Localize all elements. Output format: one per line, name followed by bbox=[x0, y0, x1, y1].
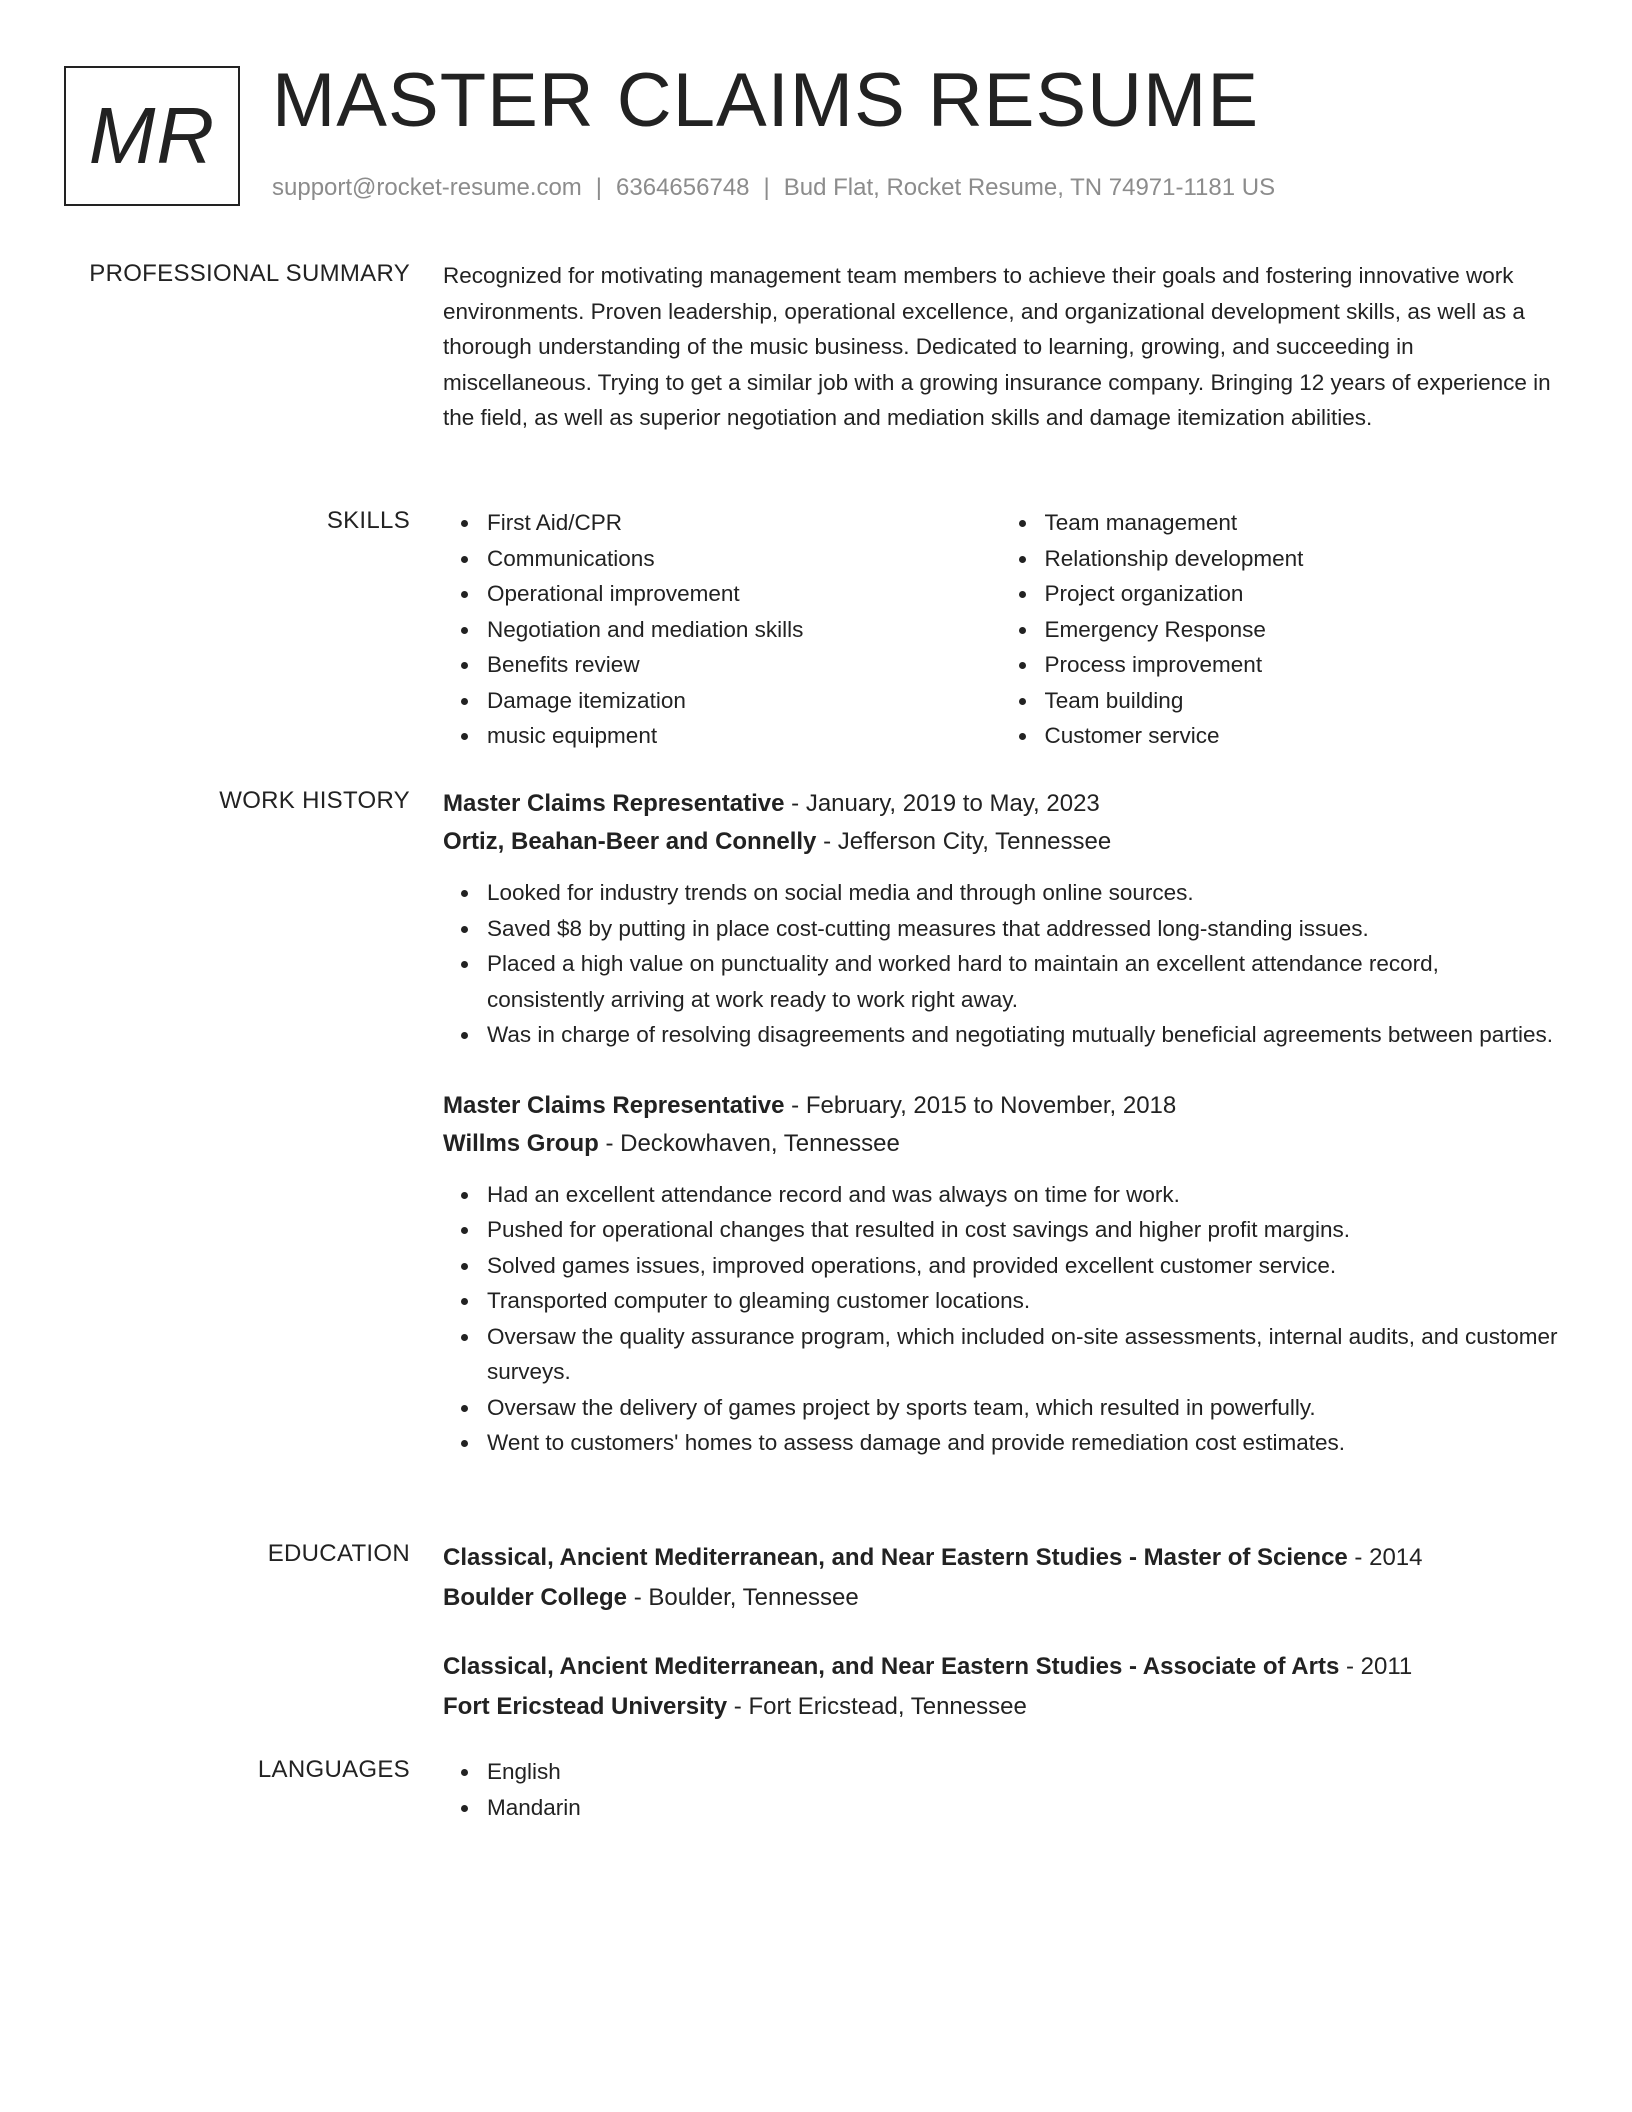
edu-school-line bbox=[443, 1687, 1558, 1727]
summary-text: Recognized for motivating management team members to achieve their goals and fostering innovative work environments. Proven leadership, operational excellence, and organizational development skills, as well as a thorough understanding of the music business. Dedicated to learning, growing, and succeeding in miscellaneous. Trying to get a similar job with a growing insurance company. Bringing 12 years of experience in the field, as well as superior negotiation and mediation skills and damage itemization abilities. bbox=[443, 263, 1551, 430]
job-bullet: Placed a high value on punctuality and worked hard to maintain an excellent attendance record, consistently arriving at work ready to work right away. bbox=[487, 946, 1558, 1017]
job-bullets bbox=[443, 875, 1558, 1053]
edu-school: Fort Ericstead University bbox=[443, 1693, 728, 1720]
languages-list bbox=[443, 1754, 1558, 1825]
skills-list-left bbox=[443, 505, 1001, 754]
job-title: Master Claims Representative bbox=[443, 1091, 785, 1119]
edu-degree-line bbox=[443, 1647, 1558, 1687]
job-bullet: Looked for industry trends on social media and through online sources. bbox=[487, 875, 1558, 911]
job-bullet: Pushed for operational changes that resulted in cost savings and higher profit margins. bbox=[487, 1212, 1558, 1248]
edu-school: Boulder College bbox=[443, 1584, 628, 1611]
skill-item: Team management bbox=[1045, 505, 1559, 541]
education-entry bbox=[443, 1647, 1558, 1727]
edu-degree: Classical, Ancient Mediterranean, and Near Eastern Studies - Master of Science bbox=[443, 1544, 1348, 1571]
skills-list-right bbox=[1001, 505, 1559, 754]
resume-name: MASTER CLAIMS RESUME bbox=[272, 58, 1260, 143]
skill-item: Team building bbox=[1045, 683, 1559, 719]
skills-body bbox=[443, 505, 1558, 754]
section-heading-languages: LANGUAGES bbox=[257, 1756, 410, 1783]
skill-item: Process improvement bbox=[1045, 647, 1559, 683]
job-title-line bbox=[443, 1087, 1558, 1125]
skill-item: First Aid/CPR bbox=[487, 505, 1001, 541]
edu-year: - 2014 bbox=[1347, 1544, 1423, 1571]
edu-year: - 2011 bbox=[1339, 1653, 1413, 1680]
skill-item: music equipment bbox=[487, 718, 1001, 754]
edu-location: - Fort Ericstead, Tennessee bbox=[727, 1693, 1027, 1720]
contact-separator: | bbox=[595, 174, 603, 201]
edu-location: - Boulder, Tennessee bbox=[627, 1584, 859, 1611]
job-dates: - February, 2015 to November, 2018 bbox=[784, 1091, 1177, 1119]
job-bullet: Oversaw the delivery of games project by sports team, which resulted in powerfully. bbox=[487, 1390, 1558, 1426]
education-entry bbox=[443, 1538, 1558, 1618]
monogram-box bbox=[64, 66, 240, 206]
job-entry bbox=[443, 1087, 1558, 1461]
contact-line bbox=[272, 172, 1275, 204]
job-dates: - January, 2019 to May, 2023 bbox=[784, 790, 1100, 817]
edu-degree-line bbox=[443, 1538, 1558, 1578]
job-company-line bbox=[443, 823, 1558, 861]
job-title-line bbox=[443, 785, 1558, 823]
job-company: Ortiz, Beahan-Beer and Connelly bbox=[443, 828, 817, 855]
skill-item: Emergency Response bbox=[1045, 612, 1559, 648]
job-location: - Jefferson City, Tennessee bbox=[816, 828, 1112, 855]
section-heading-education: EDUCATION bbox=[267, 1540, 410, 1567]
language-item: English bbox=[487, 1754, 1558, 1790]
skill-item: Customer service bbox=[1045, 718, 1559, 754]
monogram-initials: MR bbox=[88, 91, 216, 180]
skill-item: Communications bbox=[487, 541, 1001, 577]
skill-item: Damage itemization bbox=[487, 683, 1001, 719]
education-body bbox=[443, 1538, 1558, 1727]
section-heading-summary: PROFESSIONAL SUMMARY bbox=[89, 260, 410, 287]
job-bullet: Had an excellent attendance record and was always on time for work. bbox=[487, 1177, 1558, 1213]
skill-item: Benefits review bbox=[487, 647, 1001, 683]
contact-separator: | bbox=[763, 174, 770, 201]
work-body bbox=[443, 785, 1558, 1461]
job-location: - Deckowhaven, Tennessee bbox=[598, 1129, 900, 1157]
skill-item: Project organization bbox=[1045, 576, 1559, 612]
edu-school-line bbox=[443, 1578, 1558, 1618]
job-bullet: Solved games issues, improved operations, and provided excellent customer service. bbox=[487, 1248, 1558, 1284]
section-heading-skills: SKILLS bbox=[326, 507, 410, 534]
job-entry bbox=[443, 785, 1558, 1053]
skill-item: Relationship development bbox=[1045, 541, 1559, 577]
job-bullet: Saved $8 by putting in place cost-cutting measures that addressed long-standing issues. bbox=[487, 911, 1558, 947]
job-title: Master Claims Representative bbox=[443, 790, 785, 817]
language-item: Mandarin bbox=[487, 1790, 1558, 1826]
section-heading-work: WORK HISTORY bbox=[219, 787, 410, 814]
languages-body bbox=[443, 1754, 1558, 1825]
contact-email[interactable]: support@rocket-resume.com bbox=[272, 174, 582, 201]
job-bullet: Oversaw the quality assurance program, which included on-site assessments, internal audits, and customer surveys. bbox=[487, 1319, 1558, 1390]
skills-columns bbox=[443, 505, 1558, 754]
summary-body bbox=[443, 258, 1558, 436]
edu-degree: Classical, Ancient Mediterranean, and Near Eastern Studies - Associate of Arts bbox=[443, 1653, 1340, 1680]
job-company: Willms Group bbox=[443, 1129, 599, 1157]
contact-phone[interactable]: 6364656748 bbox=[616, 174, 750, 201]
skill-item: Operational improvement bbox=[487, 576, 1001, 612]
job-bullet: Transported computer to gleaming customer locations. bbox=[487, 1283, 1558, 1319]
job-company-line bbox=[443, 1125, 1558, 1163]
job-bullet: Went to customers' homes to assess damage and provide remediation cost estimates. bbox=[487, 1425, 1558, 1461]
skill-item: Negotiation and mediation skills bbox=[487, 612, 1001, 648]
contact-address: Bud Flat, Rocket Resume, TN 74971-1181 US bbox=[783, 174, 1276, 201]
job-bullets bbox=[443, 1177, 1558, 1461]
job-bullet: Was in charge of resolving disagreements and negotiating mutually beneficial agreements between parties. bbox=[487, 1017, 1558, 1053]
